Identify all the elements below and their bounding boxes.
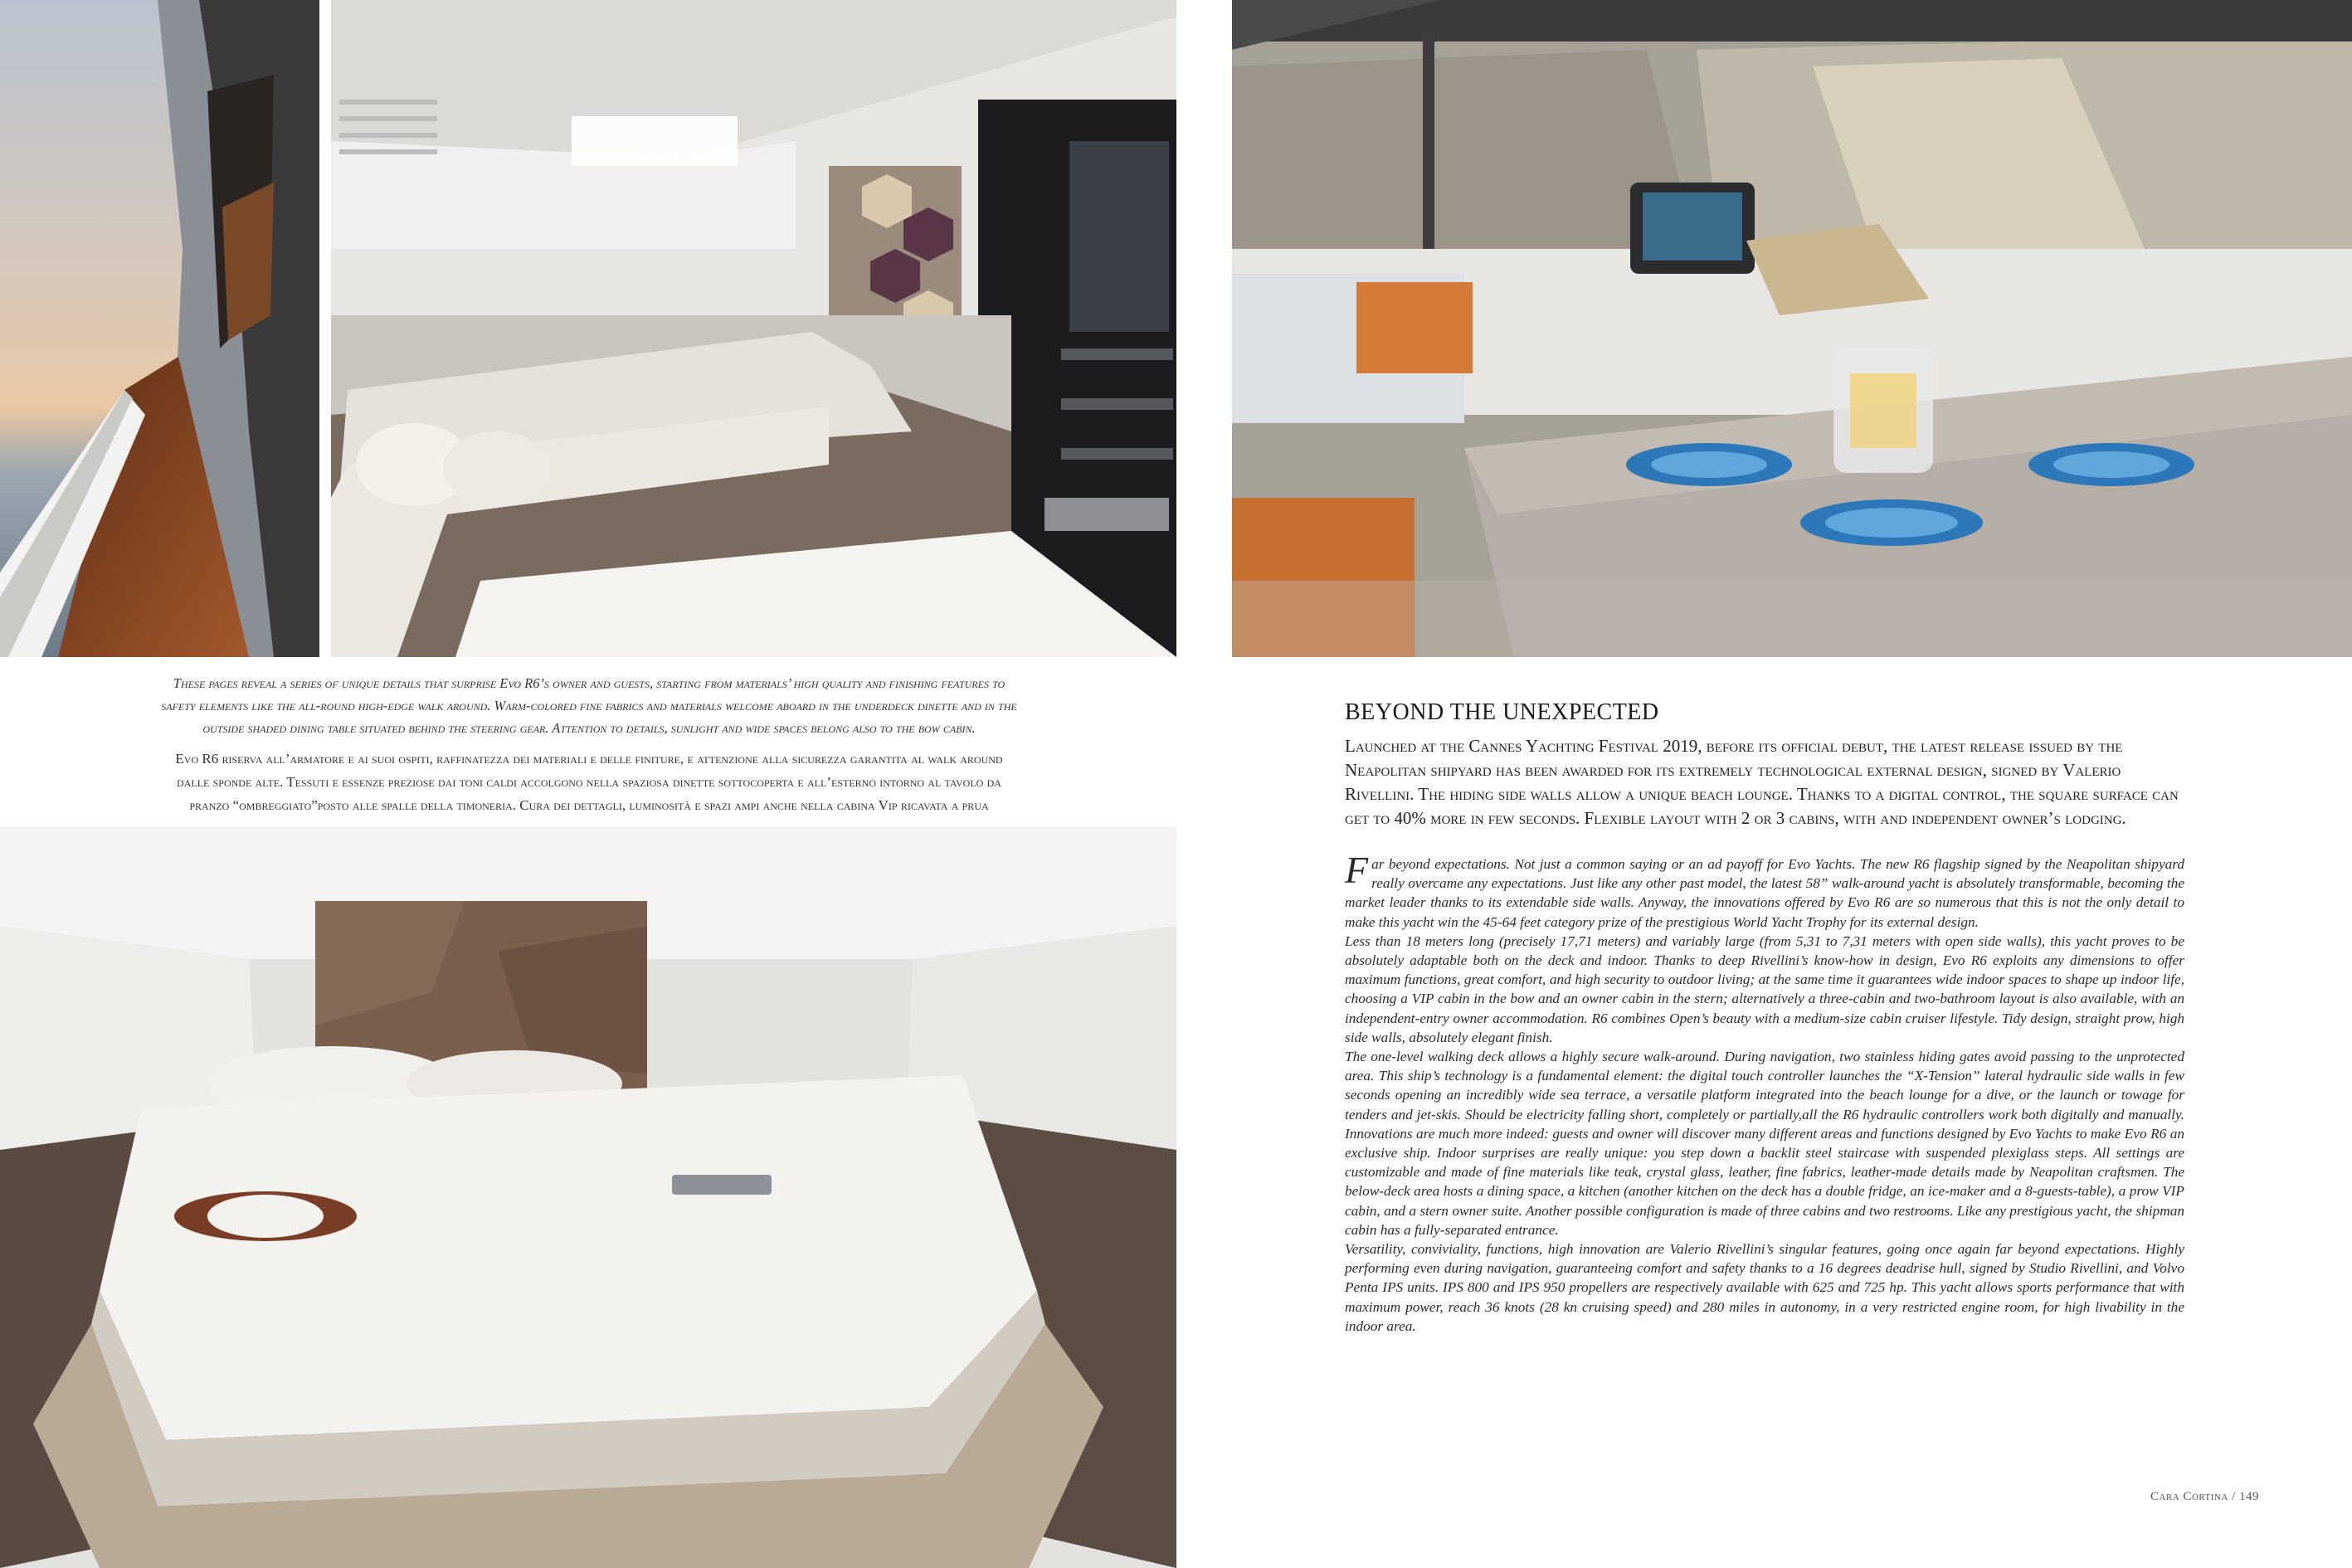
article-body [1345,849,2184,1336]
article-lead: Launched at the Cannes Yachting Festival 2019, before its official debut, the latest release issued by the Neapolitan shipyard has been awarded for its extremely technological external design, signed by Valerio Rivellini. The hiding side walls allow a unique beach lounge. Thanks to a digital control, the square surface can get to 40% more in few seconds. Flexible layout with 2 or 3 cabins, with and independent owner’s lodging. [1345,736,2179,828]
photo-caption [158,672,1020,825]
article-paragraph: Less than 18 meters long (precisely 17,71 meters) and variably large (from 5,31 to 7,31 meters with open side walls), this yacht proves to be absolutely adaptable both on the deck and indoor. Thanks to deep Rivellini’s know-how in design, Evo R6 exploits any dimensions to offer maximum functions, great comfort, and high security to outdoor living; at the same time it guarantees wide indoor spaces to shape up indoor life, choosing a VIP cabin in the bow and an owner cabin in the stern; alternatively a three-cabin and two-bathroom layout is also available, with an independent-entry owner accommodation. R6 combines Open’s beauty with a medium-size cabin cruiser lifestyle. Tidy design, straight prow, high side walls, absolutely elegant finish. [1345,933,2184,1045]
caption-italian: Evo R6 riserva all’armatore e ai suoi ospiti, raffinatezza dei materiali e delle finiture, e attenzione alla sicurezza garantita al walk around dalle sponde alte. Tessuti e essenze preziose dai toni caldi accolgono nella spaziosa dinette sottocoperta e all’esterno intorno al tavolo da pranzo “ombreggiato”posto alle spalle della timoneria. Cura dei dettagli, luminosità e spazi ampi anche nella cabina Vip ricavata a prua [175,751,1003,813]
article-title: BEYOND THE UNEXPECTED [1345,699,1659,725]
caption-english: These pages reveal a series of unique details that surprise Evo R6’s owner and guests, starting from materials’ high quality and finishing features to safety elements like the all-round high-edge walk around. Warm-colored fine fabrics and materials welcome aboard in the underdeck dinette and in the outside shaded dining table situated behind the steering gear. Attention to details, sunlight and wide spaces belong also to the bow cabin. [161,675,1017,736]
outdoor-dining-photo [1232,0,2352,657]
dinette-photo [331,0,1176,657]
drop-cap: F [1345,849,1369,891]
yacht-deck-photo [0,0,319,657]
article-paragraph [1345,849,2184,932]
page-folio: Cara Cortina / 149 [2150,1490,2259,1503]
article-paragraph: Versatility, conviviality, functions, high innovation are Valerio Rivellini’s singular features, going once again far beyond expectations. Highly performing even during navigation, guaranteeing comfort and safety thanks to a 16 degrees deadrise hull, signed by Studio Rivellini, and Volvo Penta IPS units. IPS 800 and IPS 950 propellers are respectively available with 625 and 725 hp. This yacht allows sports performance that with maximum power, reach 36 knots (28 kn cruising speed) and 280 miles in autonomy, in a very restricted engine room, for high livability in the indoor area. [1345,1241,2184,1334]
article-paragraph: The one-level walking deck allows a highly secure walk-around. During navigation, two stainless hiding gates avoid passing to the unprotected area. This ship’s technology is a fundamental element: the digital touch controller launches the “X-Tension” lateral hydraulic side walls in few seconds opening an incredibly wide sea terrace, a versatile platform integrated into the beach lounge for a dive, or the launch or towage for tenders and jet-skis. Should be electricity falling short, completely or partially,all the R6 hydraulic controllers work both digitally and manually. Innovations are much more indeed: guests and owner will discover many different areas and functions designed by Evo Yachts to make Evo R6 an exclusive ship. Indoor surprises are really unique: you step down a backlit steel staircase with suspended plexiglass steps. All settings are customizable and made of fine materials like teak, crystal glass, leather, fine fabrics, leather-made details made by Neapolitan craftsmen. The below-deck area hosts a dining space, a kitchen (another kitchen on the deck has a double fridge, an ice-maker and a 8-guests-table), a prow VIP cabin, and a stern owner suite. Another possible configuration is made of three cabins and two restrooms. Like any prestigious yacht, the shipman cabin has a fully-separated entrance. [1345,1049,2184,1238]
bow-cabin-photo [0,826,1176,1568]
article-paragraph-text: ar beyond expectations. Not just a common saying or an ad payoff for Evo Yachts. The new R6 flagship signed by the Neapolitan shipyard really overcame any expectations. Just like any other past model, the latest 58” walk-around yacht is absolutely transformable, becoming the market leader thanks to its extendable side walls. Anyway, the innovations offered by Evo R6 are so numerous that this is not the only detail to make this yacht win the 45-64 feet category prize of the prestigious World Yacht Trophy for its external design. [1345,856,2184,930]
